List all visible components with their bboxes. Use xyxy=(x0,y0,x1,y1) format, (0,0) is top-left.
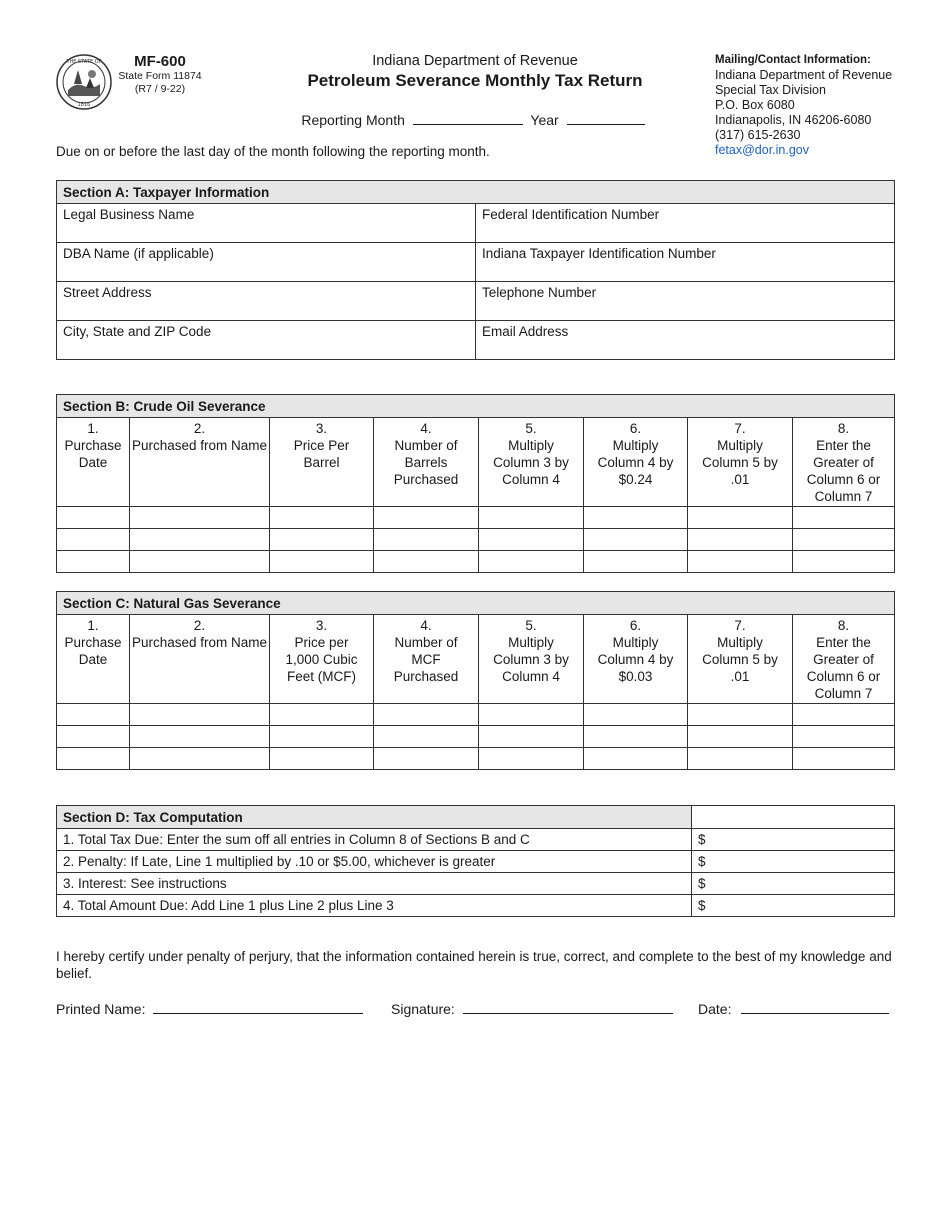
contact-heading: Mailing/Contact Information: xyxy=(715,54,871,66)
column-label: Enter the Greater of Column 6 or Column 7 xyxy=(806,635,881,701)
column-label: Multiply Column 5 by .01 xyxy=(702,438,778,487)
computation-row xyxy=(57,873,895,895)
column-header xyxy=(584,418,688,507)
date-group xyxy=(698,999,893,1017)
column-number: 5. xyxy=(525,421,537,436)
column-header xyxy=(479,615,584,704)
federal-id-field[interactable] xyxy=(476,204,895,243)
entry-cell[interactable] xyxy=(57,704,130,726)
entry-cell[interactable] xyxy=(793,704,895,726)
contact-email-link[interactable]: fetax@dor.in.gov xyxy=(715,143,809,157)
column-number: 2. xyxy=(193,421,206,436)
year-field[interactable] xyxy=(567,110,645,125)
column-number: 6. xyxy=(629,618,642,633)
entry-cell[interactable] xyxy=(270,507,374,529)
field-label: Federal Identification Number xyxy=(482,207,660,222)
column-number: 7. xyxy=(734,421,746,436)
column-label: Enter the Greater of Column 6 or Column 7 xyxy=(806,438,881,504)
column-label: Price per 1,000 Cubic Feet (MCF) xyxy=(285,635,358,684)
entry-cell[interactable] xyxy=(57,507,130,529)
column-header xyxy=(584,615,688,704)
entry-cell[interactable] xyxy=(270,529,374,551)
column-number: 2. xyxy=(193,618,206,633)
entry-cell[interactable] xyxy=(57,748,130,770)
table-row xyxy=(57,507,895,529)
column-number: 7. xyxy=(734,618,746,633)
amount-header-cell xyxy=(692,806,895,829)
section-b-title: Section B: Crude Oil Severance xyxy=(57,395,895,418)
entry-cell[interactable] xyxy=(270,748,374,770)
reporting-month-label: Reporting Month xyxy=(301,112,405,128)
entry-cell[interactable] xyxy=(130,551,270,573)
entry-cell[interactable] xyxy=(688,748,793,770)
entry-cell[interactable] xyxy=(479,529,584,551)
computation-row xyxy=(57,895,895,917)
signature-field[interactable] xyxy=(463,999,673,1014)
contact-info xyxy=(715,53,935,158)
column-header xyxy=(688,418,793,507)
entry-cell[interactable] xyxy=(688,507,793,529)
street-address-field[interactable] xyxy=(57,282,476,321)
indiana-state-seal xyxy=(56,54,112,110)
entry-cell[interactable] xyxy=(57,551,130,573)
entry-cell[interactable] xyxy=(374,748,479,770)
email-address-field[interactable] xyxy=(476,321,895,360)
column-header xyxy=(270,418,374,507)
entry-cell[interactable] xyxy=(688,726,793,748)
entry-cell[interactable] xyxy=(479,507,584,529)
year-label: Year xyxy=(530,112,559,128)
legal-business-name-field[interactable] xyxy=(57,204,476,243)
field-label: Legal Business Name xyxy=(63,207,195,222)
column-label: Purchased from Name xyxy=(131,438,268,453)
column-label: Multiply Column 4 by $0.03 xyxy=(597,635,674,684)
column-label: Purchase Date xyxy=(64,635,122,667)
entry-cell[interactable] xyxy=(270,726,374,748)
form-heading xyxy=(280,53,670,91)
column-header xyxy=(57,615,130,704)
indiana-taxpayer-id-field[interactable] xyxy=(476,243,895,282)
entry-cell[interactable] xyxy=(374,529,479,551)
entry-cell[interactable] xyxy=(130,726,270,748)
column-number: 4. xyxy=(420,618,432,633)
form-revision: (R7 / 9-22) xyxy=(134,83,186,95)
section-a-table xyxy=(56,180,895,360)
column-number: 3. xyxy=(315,618,328,633)
computation-label: 4. Total Amount Due: Add Line 1 plus Line 2 plus Line 3 xyxy=(57,895,692,917)
field-label: DBA Name (if applicable) xyxy=(63,246,214,261)
field-label: Telephone Number xyxy=(482,285,597,300)
entry-cell[interactable] xyxy=(688,529,793,551)
entry-cell[interactable] xyxy=(793,529,895,551)
department-name: Indiana Department of Revenue xyxy=(372,53,578,69)
due-date-note: Due on or before the last day of the month following the reporting month. xyxy=(56,144,490,159)
entry-cell[interactable] xyxy=(793,726,895,748)
entry-cell[interactable] xyxy=(270,704,374,726)
form-identifier xyxy=(116,53,204,96)
section-b-table xyxy=(56,394,895,573)
entry-cell[interactable] xyxy=(374,704,479,726)
entry-cell[interactable] xyxy=(374,551,479,573)
column-label: Price Per Barrel xyxy=(293,438,350,470)
entry-cell[interactable] xyxy=(688,704,793,726)
column-label: Multiply Column 3 by Column 4 xyxy=(493,635,569,684)
column-header xyxy=(57,418,130,507)
column-number: 8. xyxy=(837,421,850,436)
total-amount-due[interactable]: $ xyxy=(692,895,895,917)
date-field[interactable] xyxy=(741,999,889,1014)
printed-name-field[interactable] xyxy=(153,999,363,1014)
column-header xyxy=(270,615,374,704)
entry-cell[interactable] xyxy=(793,551,895,573)
entry-cell[interactable] xyxy=(130,748,270,770)
field-label: Email Address xyxy=(482,324,569,339)
column-header xyxy=(793,418,895,507)
table-row xyxy=(57,551,895,573)
computation-label: 3. Interest: See instructions xyxy=(57,873,692,895)
entry-cell[interactable] xyxy=(584,529,688,551)
section-d-table xyxy=(56,805,895,917)
entry-cell[interactable] xyxy=(584,704,688,726)
table-row xyxy=(57,529,895,551)
form-title: Petroleum Severance Monthly Tax Return xyxy=(307,71,643,90)
column-label: Multiply Column 4 by $0.24 xyxy=(597,438,674,487)
contact-line: Indiana Department of Revenue xyxy=(715,68,893,82)
contact-phone: (317) 615-2630 xyxy=(715,128,801,142)
entry-cell[interactable] xyxy=(130,507,270,529)
entry-cell[interactable] xyxy=(130,704,270,726)
printed-name-label: Printed Name: xyxy=(56,1001,146,1017)
table-row xyxy=(57,726,895,748)
column-label: Purchased from Name xyxy=(131,635,268,650)
column-label: Multiply Column 3 by Column 4 xyxy=(493,438,569,487)
column-number: 6. xyxy=(629,421,642,436)
entry-cell[interactable] xyxy=(584,748,688,770)
field-label: Indiana Taxpayer Identification Number xyxy=(482,246,716,261)
column-header xyxy=(374,418,479,507)
telephone-field[interactable] xyxy=(476,282,895,321)
entry-cell[interactable] xyxy=(584,551,688,573)
column-number: 5. xyxy=(525,618,537,633)
form-code: MF-600 xyxy=(134,53,186,70)
contact-line: Indianapolis, IN 46206-6080 xyxy=(715,113,872,127)
entry-cell[interactable] xyxy=(793,507,895,529)
column-header xyxy=(130,615,270,704)
column-label: Purchase Date xyxy=(64,438,122,470)
section-c-title: Section C: Natural Gas Severance xyxy=(57,592,895,615)
column-number: 8. xyxy=(837,618,850,633)
table-row xyxy=(57,704,895,726)
penalty-amount[interactable]: $ xyxy=(692,851,895,873)
contact-line: P.O. Box 6080 xyxy=(715,98,795,112)
column-number: 1. xyxy=(87,618,99,633)
entry-cell[interactable] xyxy=(479,748,584,770)
dba-name-field[interactable] xyxy=(57,243,476,282)
field-label: City, State and ZIP Code xyxy=(63,324,212,339)
column-header xyxy=(130,418,270,507)
table-row xyxy=(57,748,895,770)
reporting-period xyxy=(280,110,670,128)
field-label: Street Address xyxy=(63,285,152,300)
date-label: Date: xyxy=(698,1001,732,1017)
city-state-zip-field[interactable] xyxy=(57,321,476,360)
entry-cell[interactable] xyxy=(57,529,130,551)
reporting-month-field[interactable] xyxy=(413,110,523,125)
entry-cell[interactable] xyxy=(130,529,270,551)
entry-cell[interactable] xyxy=(584,726,688,748)
state-form-number: State Form 11874 xyxy=(118,70,202,82)
printed-name-group xyxy=(56,999,367,1017)
column-header xyxy=(793,615,895,704)
column-label: Multiply Column 5 by .01 xyxy=(702,635,778,684)
computation-row xyxy=(57,851,895,873)
column-label: Number of Barrels Purchased xyxy=(393,438,459,487)
column-header xyxy=(479,418,584,507)
entry-cell[interactable] xyxy=(479,551,584,573)
section-a-title: Section A: Taxpayer Information xyxy=(57,181,895,204)
computation-label: 1. Total Tax Due: Enter the sum off all entries in Column 8 of Sections B and C xyxy=(57,829,692,851)
entry-cell[interactable] xyxy=(793,748,895,770)
entry-cell[interactable] xyxy=(57,726,130,748)
column-header xyxy=(688,615,793,704)
column-label: Number of MCF Purchased xyxy=(393,635,459,684)
entry-cell[interactable] xyxy=(374,726,479,748)
section-d-title: Section D: Tax Computation xyxy=(57,806,692,829)
column-number: 1. xyxy=(87,421,99,436)
seal-year-text: 1816 xyxy=(77,102,91,108)
computation-row xyxy=(57,829,895,851)
entry-cell[interactable] xyxy=(479,726,584,748)
certification-statement: I hereby certify under penalty of perjury, that the information contained herein is true, correct, and complete to the best of my knowledge and belief. xyxy=(56,949,892,981)
column-header xyxy=(374,615,479,704)
total-tax-due-amount[interactable]: $ xyxy=(692,829,895,851)
entry-cell[interactable] xyxy=(479,704,584,726)
entry-cell[interactable] xyxy=(688,551,793,573)
signature-label: Signature: xyxy=(391,1001,455,1017)
computation-label: 2. Penalty: If Late, Line 1 multiplied by .10 or $5.00, whichever is greater xyxy=(57,851,692,873)
interest-amount[interactable]: $ xyxy=(692,873,895,895)
column-number: 4. xyxy=(420,421,432,436)
column-number: 3. xyxy=(315,421,328,436)
entry-cell[interactable] xyxy=(584,507,688,529)
seal-top-text: THE STATE OF xyxy=(66,59,102,65)
section-c-table xyxy=(56,591,895,770)
entry-cell[interactable] xyxy=(374,507,479,529)
contact-line: Special Tax Division xyxy=(715,83,826,97)
entry-cell[interactable] xyxy=(270,551,374,573)
signature-group xyxy=(391,999,677,1017)
